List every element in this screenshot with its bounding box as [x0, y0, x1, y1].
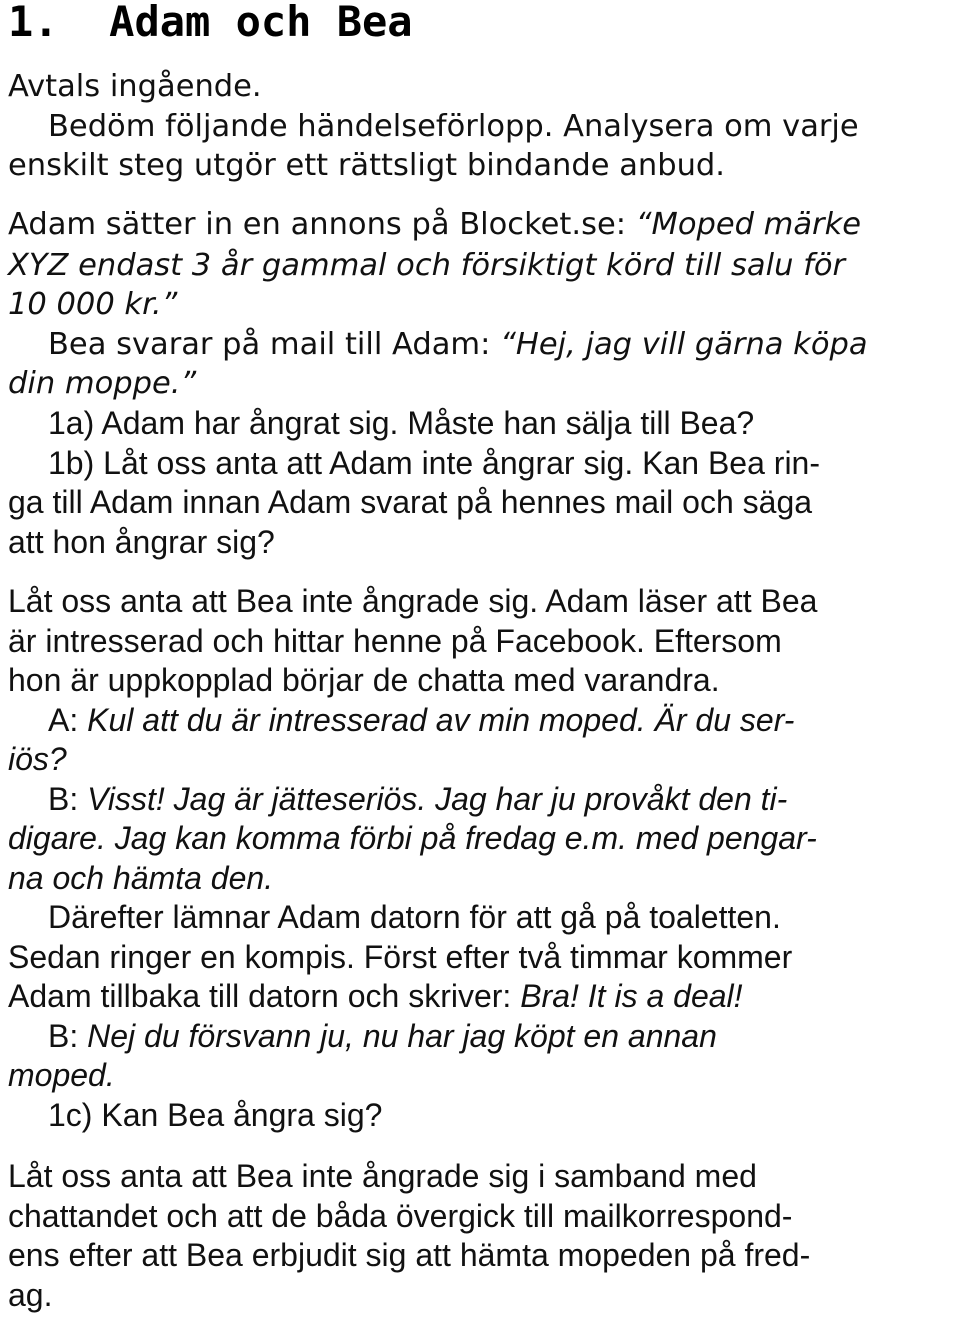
- chat-message-line: na och hämta den.: [8, 860, 274, 896]
- text-line: Därefter lämnar Adam datorn för att gå på toaletten.: [48, 899, 781, 935]
- question-1a: 1a) Adam har ångrat sig. Måste han sälja till Bea?: [48, 405, 755, 441]
- section-heading: [8, 0, 413, 48]
- chat-message: Bra! It is a deal!: [520, 978, 743, 1014]
- text-line: chattandet och att de båda övergick till mailkorrespond-: [8, 1198, 793, 1234]
- ad-quote-line: XYZ endast 3 år gammal och försiktigt körd till salu för: [8, 248, 846, 283]
- chat-message: Visst! Jag är jätteseriös. Jag har ju provåkt den ti-: [87, 781, 788, 817]
- question-1b: 1b) Låt oss anta att Adam inte ångrar sig. Kan Bea rin-: [48, 445, 820, 481]
- mail-quote: “Hej, jag vill gärna köpa: [500, 327, 868, 362]
- text-line: Sedan ringer en kompis. Först efter två timmar kommer: [8, 939, 793, 975]
- text-line: att hon ångrar sig?: [8, 524, 275, 560]
- text-line: enskilt steg utgör ett rättsligt bindande anbud.: [8, 148, 725, 183]
- text-run: Adam sätter in en annons på Blocket.se:: [8, 207, 636, 242]
- chat-line-a: [48, 700, 794, 740]
- speaker-label: B:: [48, 1018, 88, 1054]
- chat-line-b: [48, 1016, 717, 1056]
- chat-message-line: moped.: [8, 1057, 115, 1093]
- text-run: Bea svarar på mail till Adam:: [48, 327, 501, 362]
- speaker-label: B:: [48, 781, 88, 817]
- question-1c: 1c) Kan Bea ångra sig?: [48, 1097, 383, 1133]
- text-line: Avtals ingående.: [8, 69, 262, 104]
- text-line: är intresserad och hittar henne på Facebook. Eftersom: [8, 623, 782, 659]
- section-title: Adam och Bea: [109, 0, 413, 46]
- text-line: ens efter att Bea erbjudit sig att hämta mopeden på fred-: [8, 1237, 811, 1273]
- text-line: Låt oss anta att Bea inte ångrade sig i samband med: [8, 1158, 757, 1194]
- speaker-label: A:: [48, 702, 88, 738]
- text-line: [8, 205, 861, 245]
- ad-quote-line: 10 000 kr.”: [8, 287, 178, 322]
- chat-line-b: [48, 779, 787, 819]
- text-run: Adam tillbaka till datorn och skriver:: [8, 978, 521, 1014]
- text-line: hon är uppkopplad börjar de chatta med varandra.: [8, 662, 720, 698]
- text-line: [8, 976, 743, 1016]
- text-line: ga till Adam innan Adam svarat på hennes mail och säga: [8, 484, 813, 520]
- chat-message-line: digare. Jag kan komma förbi på fredag e.m. med pengar-: [8, 820, 817, 856]
- text-line: ag.: [8, 1277, 53, 1313]
- text-line: Låt oss anta att Bea inte ångrade sig. Adam läser att Bea: [8, 583, 818, 619]
- mail-quote-line: din moppe.”: [8, 366, 197, 401]
- text-line: Bedöm följande händelseförlopp. Analysera om varje: [48, 109, 859, 144]
- text-line: [48, 325, 868, 365]
- chat-message: Kul att du är intresserad av min moped. Är du ser-: [87, 702, 795, 738]
- ad-quote: “Moped märke: [635, 207, 862, 242]
- section-number: 1.: [8, 0, 59, 46]
- chat-message-line: iös?: [8, 741, 67, 777]
- chat-message: Nej du försvann ju, nu har jag köpt en annan: [87, 1018, 717, 1054]
